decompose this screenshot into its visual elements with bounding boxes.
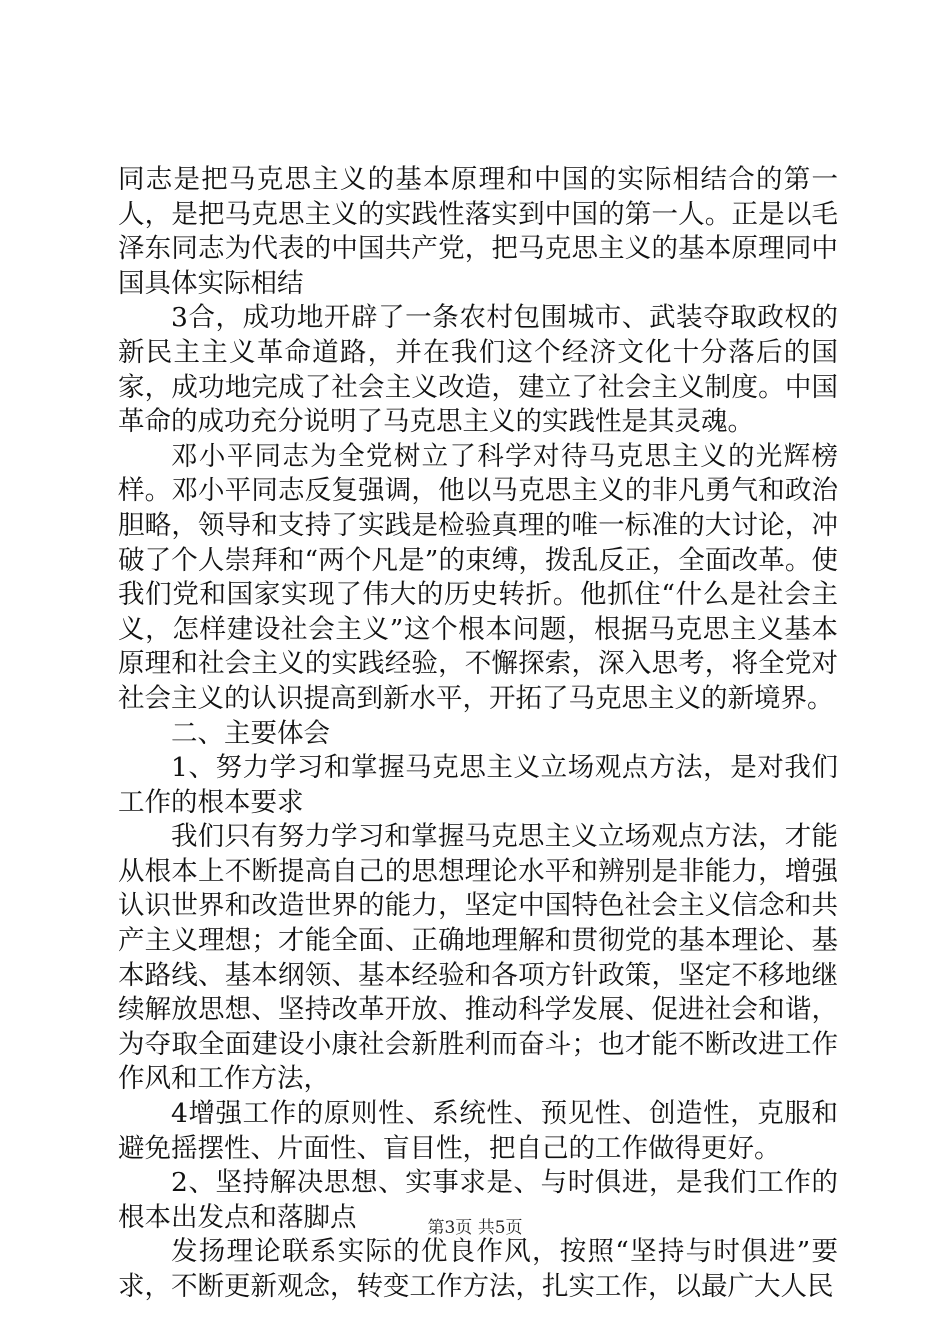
- paragraph-study-marxism: 我们只有努力学习和掌握马克思主义立场观点方法，才能从根本上不断提高自己的思想理论水平和辨别是非能力，增强认识世界和改造世界的能力，坚定中国特色社会主义信念和共产主义理想；才能全面、正确地理解和贯彻党的基本理论、基本路线、基本纲领、基本经验和各项方针政策，坚定不移地继续解放思想、坚持改革开放、推动科学发展、促进社会和谐，为夺取全面建设小康社会新胜利而奋斗；也才能不断改进工作作风和工作方法，: [118, 821, 838, 1095]
- paragraph-work-principles: 4增强工作的原则性、系统性、预见性、创造性，克服和避免摇摆性、片面性、盲目性，把自己的工作做得更好。: [118, 1098, 838, 1164]
- subheading-point-1: 1、努力学习和掌握马克思主义立场观点方法，是对我们工作的根本要求: [118, 752, 838, 818]
- paragraph-deng-xiaoping: 邓小平同志为全党树立了科学对待马克思主义的光辉榜样。邓小平同志反复强调，他以马克思主义的非凡勇气和政治胆略，领导和支持了实践是检验真理的唯一标准的大讨论，冲破了个人崇拜和“两个凡是”的束缚，拨乱反正，全面改革。使我们党和国家实现了伟大的历史转折。他抓住“什么是社会主义，怎样建设社会主义”这个根本问题，根据马克思主义基本原理和社会主义的实践经验，不懈探索，深入思考，将全党对社会主义的认识提高到新水平，开拓了马克思主义的新境界。: [118, 440, 838, 714]
- document-body: [118, 163, 838, 1305]
- paragraph-continuation: 同志是把马克思主义的基本原理和中国的实际相结合的第一人，是把马克思主义的实践性落实到中国的第一人。正是以毛泽东同志为代表的中国共产党，把马克思主义的基本原理同中国具体实际相结: [118, 164, 838, 299]
- paragraph-revolution-path: 3合，成功地开辟了一条农村包围城市、武装夺取政权的新民主主义革命道路，并在我们这个经济文化十分落后的国家，成功地完成了社会主义改造，建立了社会主义制度。中国革命的成功充分说明了马克思主义的实践性是其灵魂。: [118, 302, 838, 438]
- page-number-footer: 第3页 共5页: [427, 1218, 523, 1238]
- section-heading-main-insights: 二、主要体会: [171, 717, 330, 749]
- paragraph-theory-practice: 发扬理论联系实际的优良作风，按照“坚持与时俱进”要求，不断更新观念，转变工作方法，扎实工作，以最广大人民: [118, 1236, 838, 1302]
- subheading-point-2: 2、坚持解决思想、实事求是、与时俱进，是我们工作的根本出发点和落脚点: [118, 1167, 838, 1233]
